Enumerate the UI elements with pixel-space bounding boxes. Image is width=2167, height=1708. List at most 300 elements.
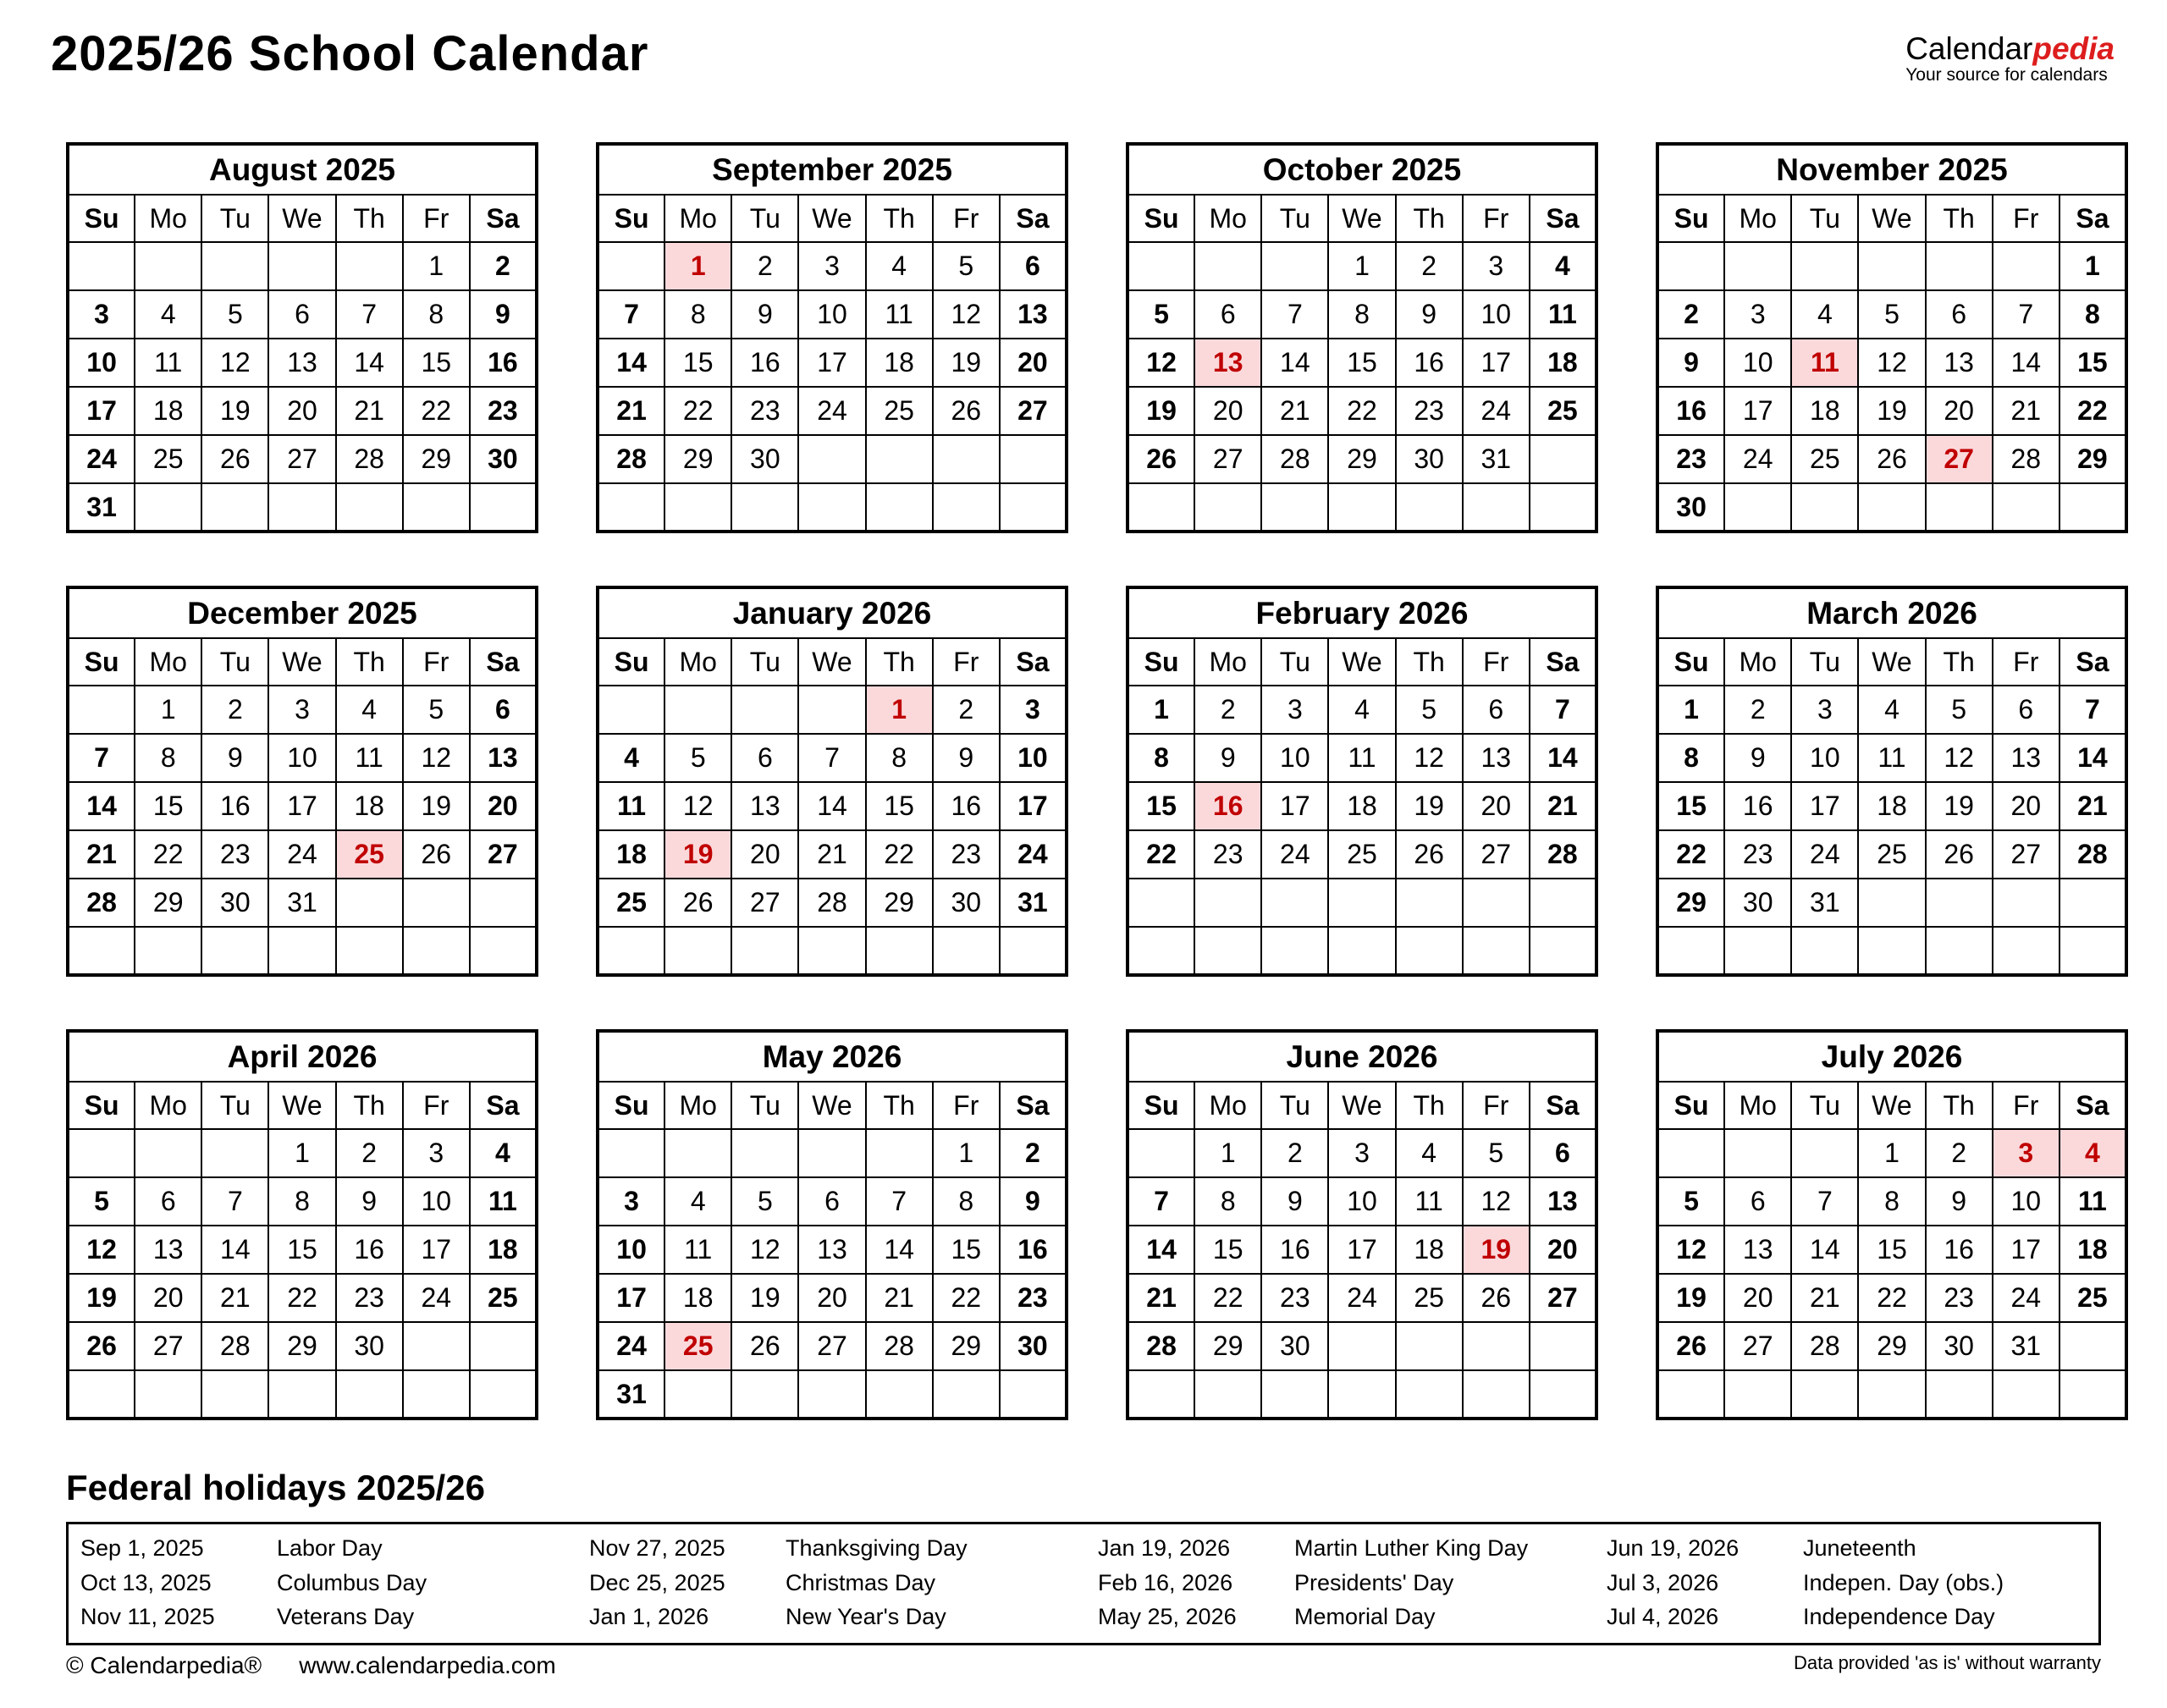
date-cell bbox=[1396, 483, 1463, 532]
date-cell bbox=[68, 1129, 135, 1177]
date-cell: 29 bbox=[135, 879, 201, 927]
date-cell bbox=[201, 927, 268, 975]
date-cell: 2 bbox=[336, 1129, 403, 1177]
date-cell: 15 bbox=[1657, 782, 1724, 830]
federal-holidays-table bbox=[66, 1522, 2101, 1645]
date-cell: 25 bbox=[1530, 387, 1596, 435]
date-cell: 15 bbox=[268, 1226, 335, 1274]
month-title: May 2026 bbox=[598, 1031, 1067, 1082]
date-cell bbox=[1261, 927, 1328, 975]
date-cell: 4 bbox=[866, 242, 933, 290]
date-cell: 1 bbox=[403, 242, 470, 290]
date-cell: 7 bbox=[798, 734, 865, 782]
date-cell: 4 bbox=[1396, 1129, 1463, 1177]
date-cell: 26 bbox=[1657, 1322, 1724, 1370]
date-cell bbox=[1724, 483, 1791, 532]
date-cell: 6 bbox=[1926, 290, 1993, 339]
week-row bbox=[1128, 782, 1596, 830]
date-cell: 25 bbox=[1328, 830, 1395, 879]
date-cell: 21 bbox=[1791, 1274, 1858, 1322]
holiday-name: Martin Luther King Day bbox=[1294, 1535, 1529, 1561]
date-cell: 11 bbox=[598, 782, 664, 830]
date-cell: 25 bbox=[135, 435, 201, 483]
date-cell: 9 bbox=[336, 1177, 403, 1226]
date-cell: 18 bbox=[664, 1274, 731, 1322]
date-cell: 20 bbox=[1530, 1226, 1596, 1274]
date-cell bbox=[1657, 927, 1724, 975]
week-row bbox=[68, 1226, 537, 1274]
date-cell: 12 bbox=[1858, 339, 1925, 387]
date-cell: 3 bbox=[1791, 686, 1858, 734]
date-cell: 27 bbox=[1926, 435, 1993, 483]
date-cell: 29 bbox=[933, 1322, 1000, 1370]
date-cell bbox=[1724, 1129, 1791, 1177]
date-cell: 19 bbox=[1858, 387, 1925, 435]
date-cell: 24 bbox=[1724, 435, 1791, 483]
day-header-row bbox=[1657, 638, 2126, 686]
date-cell bbox=[866, 435, 933, 483]
date-cell bbox=[2059, 927, 2126, 975]
day-header: Fr bbox=[1463, 638, 1530, 686]
date-cell: 3 bbox=[68, 290, 135, 339]
day-header: We bbox=[1328, 1082, 1395, 1129]
date-cell: 24 bbox=[403, 1274, 470, 1322]
date-cell: 23 bbox=[1396, 387, 1463, 435]
day-header: Fr bbox=[403, 195, 470, 242]
holiday-date: Jul 4, 2026 bbox=[1607, 1604, 1719, 1629]
date-cell bbox=[798, 1129, 865, 1177]
day-header: We bbox=[798, 1082, 865, 1129]
day-header: Fr bbox=[1993, 1082, 2059, 1129]
date-cell: 19 bbox=[933, 339, 1000, 387]
date-cell: 7 bbox=[1530, 686, 1596, 734]
month-calendar bbox=[66, 142, 538, 533]
date-cell: 31 bbox=[268, 879, 335, 927]
date-cell: 19 bbox=[1657, 1274, 1724, 1322]
day-header: We bbox=[798, 638, 865, 686]
date-cell: 4 bbox=[1530, 242, 1596, 290]
week-row bbox=[598, 483, 1067, 532]
date-cell: 6 bbox=[731, 734, 798, 782]
date-cell: 25 bbox=[1791, 435, 1858, 483]
date-cell: 8 bbox=[1194, 1177, 1261, 1226]
date-cell: 28 bbox=[1993, 435, 2059, 483]
date-cell bbox=[1926, 879, 1993, 927]
date-cell: 21 bbox=[336, 387, 403, 435]
date-cell: 29 bbox=[403, 435, 470, 483]
date-cell: 25 bbox=[1858, 830, 1925, 879]
date-cell bbox=[1791, 242, 1858, 290]
week-row bbox=[598, 290, 1067, 339]
date-cell bbox=[731, 483, 798, 532]
date-cell bbox=[664, 1370, 731, 1419]
date-cell bbox=[664, 686, 731, 734]
date-cell bbox=[1194, 1370, 1261, 1419]
date-cell: 7 bbox=[2059, 686, 2126, 734]
date-cell: 16 bbox=[201, 782, 268, 830]
date-cell: 24 bbox=[1463, 387, 1530, 435]
date-cell bbox=[1530, 435, 1596, 483]
day-header: Tu bbox=[731, 638, 798, 686]
date-cell bbox=[1993, 1370, 2059, 1419]
day-header: Tu bbox=[1261, 638, 1328, 686]
day-header: Su bbox=[68, 195, 135, 242]
week-row bbox=[1128, 1129, 1596, 1177]
day-header: Fr bbox=[403, 638, 470, 686]
date-cell: 8 bbox=[1657, 734, 1724, 782]
week-row bbox=[1657, 483, 2126, 532]
date-cell bbox=[1128, 879, 1194, 927]
day-header: Su bbox=[68, 638, 135, 686]
date-cell bbox=[933, 1370, 1000, 1419]
date-cell: 14 bbox=[68, 782, 135, 830]
week-row bbox=[1657, 734, 2126, 782]
date-cell bbox=[731, 1129, 798, 1177]
date-cell: 30 bbox=[1396, 435, 1463, 483]
date-cell: 13 bbox=[470, 734, 537, 782]
month-calendar bbox=[1126, 1029, 1598, 1420]
date-cell bbox=[933, 927, 1000, 975]
date-cell: 12 bbox=[68, 1226, 135, 1274]
week-row bbox=[598, 242, 1067, 290]
date-cell: 18 bbox=[336, 782, 403, 830]
date-cell bbox=[1261, 242, 1328, 290]
date-cell: 19 bbox=[1463, 1226, 1530, 1274]
date-cell: 28 bbox=[336, 435, 403, 483]
day-header: Su bbox=[1657, 1082, 1724, 1129]
month-calendar bbox=[596, 586, 1068, 977]
day-header: Fr bbox=[1993, 638, 2059, 686]
week-row bbox=[1128, 1226, 1596, 1274]
date-cell: 24 bbox=[798, 387, 865, 435]
date-cell: 9 bbox=[731, 290, 798, 339]
date-cell: 24 bbox=[1261, 830, 1328, 879]
week-row bbox=[1657, 1370, 2126, 1419]
website-text: www.calendarpedia.com bbox=[299, 1651, 556, 1678]
day-header: Tu bbox=[1261, 195, 1328, 242]
holiday-date: Jul 3, 2026 bbox=[1607, 1569, 1719, 1595]
date-cell: 6 bbox=[470, 686, 537, 734]
week-row bbox=[68, 927, 537, 975]
day-header: We bbox=[268, 1082, 335, 1129]
day-header: Tu bbox=[731, 195, 798, 242]
date-cell bbox=[598, 242, 664, 290]
date-cell: 5 bbox=[68, 1177, 135, 1226]
date-cell: 15 bbox=[2059, 339, 2126, 387]
day-header: Sa bbox=[1000, 638, 1067, 686]
date-cell: 9 bbox=[1194, 734, 1261, 782]
date-cell bbox=[1463, 927, 1530, 975]
date-cell bbox=[68, 242, 135, 290]
date-cell: 23 bbox=[731, 387, 798, 435]
date-cell bbox=[1000, 1370, 1067, 1419]
date-cell bbox=[1000, 435, 1067, 483]
disclaimer-text: Data provided 'as is' without warranty bbox=[1793, 1651, 2101, 1673]
date-cell bbox=[1993, 879, 2059, 927]
date-cell: 13 bbox=[268, 339, 335, 387]
date-cell bbox=[1858, 1370, 1925, 1419]
day-header: We bbox=[268, 638, 335, 686]
day-header: Su bbox=[598, 638, 664, 686]
date-cell: 4 bbox=[1858, 686, 1925, 734]
day-header: Tu bbox=[201, 1082, 268, 1129]
date-cell: 11 bbox=[1858, 734, 1925, 782]
date-cell bbox=[1530, 927, 1596, 975]
date-cell bbox=[2059, 483, 2126, 532]
holiday-date: Feb 16, 2026 bbox=[1098, 1569, 1233, 1595]
day-header: Mo bbox=[1194, 1082, 1261, 1129]
date-cell: 12 bbox=[731, 1226, 798, 1274]
day-header-row bbox=[1128, 1082, 1596, 1129]
day-header-row bbox=[598, 638, 1067, 686]
date-cell: 15 bbox=[1858, 1226, 1925, 1274]
date-cell: 29 bbox=[1858, 1322, 1925, 1370]
month-title: March 2026 bbox=[1657, 587, 2126, 638]
day-header: Sa bbox=[2059, 195, 2126, 242]
month-calendar bbox=[1126, 586, 1598, 977]
week-row bbox=[598, 1274, 1067, 1322]
day-header: Tu bbox=[731, 1082, 798, 1129]
date-cell: 27 bbox=[731, 879, 798, 927]
date-cell: 20 bbox=[1194, 387, 1261, 435]
holiday-date: May 25, 2026 bbox=[1098, 1604, 1237, 1629]
day-header: Mo bbox=[1724, 638, 1791, 686]
date-cell: 17 bbox=[1791, 782, 1858, 830]
date-cell: 29 bbox=[1194, 1322, 1261, 1370]
date-cell: 4 bbox=[135, 290, 201, 339]
date-cell bbox=[470, 879, 537, 927]
week-row bbox=[1657, 290, 2126, 339]
date-cell: 19 bbox=[403, 782, 470, 830]
date-cell: 17 bbox=[1000, 782, 1067, 830]
day-header: Su bbox=[598, 195, 664, 242]
date-cell: 10 bbox=[1328, 1177, 1395, 1226]
date-cell bbox=[664, 927, 731, 975]
date-cell: 16 bbox=[1657, 387, 1724, 435]
day-header: Th bbox=[866, 638, 933, 686]
date-cell: 16 bbox=[470, 339, 537, 387]
date-cell: 16 bbox=[1261, 1226, 1328, 1274]
day-header: Sa bbox=[2059, 1082, 2126, 1129]
date-cell: 20 bbox=[135, 1274, 201, 1322]
date-cell: 11 bbox=[1396, 1177, 1463, 1226]
date-cell: 14 bbox=[798, 782, 865, 830]
date-cell: 23 bbox=[933, 830, 1000, 879]
date-cell bbox=[135, 1370, 201, 1419]
date-cell: 14 bbox=[1261, 339, 1328, 387]
week-row bbox=[1657, 830, 2126, 879]
week-row bbox=[598, 830, 1067, 879]
date-cell: 27 bbox=[470, 830, 537, 879]
date-cell: 11 bbox=[664, 1226, 731, 1274]
page-title: 2025/26 School Calendar bbox=[51, 26, 649, 81]
date-cell: 16 bbox=[1396, 339, 1463, 387]
week-row bbox=[1128, 339, 1596, 387]
week-row bbox=[1128, 1322, 1596, 1370]
day-header: Fr bbox=[1463, 195, 1530, 242]
date-cell bbox=[268, 483, 335, 532]
date-cell: 1 bbox=[1128, 686, 1194, 734]
date-cell: 27 bbox=[1724, 1322, 1791, 1370]
date-cell: 18 bbox=[1328, 782, 1395, 830]
date-cell: 18 bbox=[135, 387, 201, 435]
month-title: June 2026 bbox=[1128, 1031, 1596, 1082]
date-cell bbox=[1724, 242, 1791, 290]
date-cell: 22 bbox=[1194, 1274, 1261, 1322]
date-cell: 2 bbox=[1261, 1129, 1328, 1177]
date-cell bbox=[336, 242, 403, 290]
date-cell: 6 bbox=[1194, 290, 1261, 339]
date-cell bbox=[336, 483, 403, 532]
week-row bbox=[1657, 242, 2126, 290]
date-cell bbox=[470, 1322, 537, 1370]
date-cell: 8 bbox=[268, 1177, 335, 1226]
date-cell: 25 bbox=[1396, 1274, 1463, 1322]
date-cell: 7 bbox=[1791, 1177, 1858, 1226]
date-cell: 17 bbox=[798, 339, 865, 387]
date-cell bbox=[2059, 1322, 2126, 1370]
week-row bbox=[1657, 1226, 2126, 1274]
date-cell: 20 bbox=[268, 387, 335, 435]
date-cell: 3 bbox=[403, 1129, 470, 1177]
date-cell: 30 bbox=[933, 879, 1000, 927]
week-row bbox=[1128, 290, 1596, 339]
date-cell: 17 bbox=[1261, 782, 1328, 830]
date-cell bbox=[866, 927, 933, 975]
date-cell: 24 bbox=[1328, 1274, 1395, 1322]
week-row bbox=[598, 686, 1067, 734]
date-cell bbox=[201, 242, 268, 290]
date-cell bbox=[1194, 879, 1261, 927]
date-cell: 16 bbox=[336, 1226, 403, 1274]
date-cell: 12 bbox=[1657, 1226, 1724, 1274]
date-cell: 7 bbox=[68, 734, 135, 782]
day-header: Tu bbox=[201, 638, 268, 686]
date-cell: 1 bbox=[1328, 242, 1395, 290]
date-cell bbox=[68, 1370, 135, 1419]
date-cell bbox=[1328, 927, 1395, 975]
date-cell: 9 bbox=[1926, 1177, 1993, 1226]
federal-holidays-heading: Federal holidays 2025/26 bbox=[66, 1468, 485, 1507]
date-cell: 28 bbox=[798, 879, 865, 927]
date-cell bbox=[2059, 879, 2126, 927]
day-header: Th bbox=[1926, 195, 1993, 242]
date-cell: 20 bbox=[1000, 339, 1067, 387]
holiday-name: Labor Day bbox=[277, 1535, 383, 1561]
week-row bbox=[1657, 387, 2126, 435]
date-cell: 22 bbox=[268, 1274, 335, 1322]
day-header: Mo bbox=[1194, 638, 1261, 686]
holiday-date: Oct 13, 2025 bbox=[80, 1569, 212, 1595]
date-cell bbox=[1000, 927, 1067, 975]
date-cell: 21 bbox=[1530, 782, 1596, 830]
copyright-line bbox=[66, 1652, 556, 1679]
day-header: Tu bbox=[1791, 1082, 1858, 1129]
date-cell bbox=[1261, 879, 1328, 927]
month-title: August 2025 bbox=[68, 144, 537, 195]
month-calendar bbox=[596, 142, 1068, 533]
date-cell bbox=[135, 1129, 201, 1177]
date-cell bbox=[1128, 1129, 1194, 1177]
date-cell: 16 bbox=[1000, 1226, 1067, 1274]
date-cell: 30 bbox=[201, 879, 268, 927]
week-row bbox=[1128, 686, 1596, 734]
day-header-row bbox=[1128, 195, 1596, 242]
date-cell: 6 bbox=[1724, 1177, 1791, 1226]
date-cell: 22 bbox=[403, 387, 470, 435]
date-cell: 12 bbox=[1463, 1177, 1530, 1226]
date-cell: 28 bbox=[68, 879, 135, 927]
date-cell bbox=[1128, 927, 1194, 975]
date-cell: 2 bbox=[201, 686, 268, 734]
date-cell bbox=[1463, 483, 1530, 532]
date-cell: 11 bbox=[470, 1177, 537, 1226]
date-cell: 9 bbox=[933, 734, 1000, 782]
day-header: Sa bbox=[1530, 1082, 1596, 1129]
date-cell bbox=[1530, 1322, 1596, 1370]
date-cell: 21 bbox=[866, 1274, 933, 1322]
date-cell: 13 bbox=[1194, 339, 1261, 387]
week-row bbox=[1657, 686, 2126, 734]
date-cell: 24 bbox=[1993, 1274, 2059, 1322]
day-header: Mo bbox=[1724, 1082, 1791, 1129]
week-row bbox=[68, 387, 537, 435]
day-header-row bbox=[598, 1082, 1067, 1129]
day-header-row bbox=[68, 1082, 537, 1129]
date-cell: 19 bbox=[1396, 782, 1463, 830]
date-cell: 2 bbox=[1657, 290, 1724, 339]
week-row bbox=[68, 290, 537, 339]
date-cell bbox=[201, 1129, 268, 1177]
date-cell bbox=[1463, 1370, 1530, 1419]
day-header: Sa bbox=[470, 195, 537, 242]
date-cell: 8 bbox=[866, 734, 933, 782]
date-cell: 14 bbox=[201, 1226, 268, 1274]
date-cell: 26 bbox=[1128, 435, 1194, 483]
date-cell: 11 bbox=[2059, 1177, 2126, 1226]
logo-wordmark bbox=[1905, 32, 2115, 66]
date-cell: 3 bbox=[1000, 686, 1067, 734]
date-cell bbox=[403, 1370, 470, 1419]
holiday-name: Columbus Day bbox=[277, 1569, 427, 1595]
date-cell: 2 bbox=[731, 242, 798, 290]
date-cell: 18 bbox=[866, 339, 933, 387]
day-header: Th bbox=[866, 1082, 933, 1129]
week-row bbox=[1128, 830, 1596, 879]
date-cell bbox=[135, 483, 201, 532]
month-title: December 2025 bbox=[68, 587, 537, 638]
date-cell: 30 bbox=[1000, 1322, 1067, 1370]
date-cell: 15 bbox=[403, 339, 470, 387]
date-cell: 26 bbox=[1926, 830, 1993, 879]
date-cell bbox=[1396, 879, 1463, 927]
holiday-name: Memorial Day bbox=[1294, 1604, 1436, 1629]
day-header: Fr bbox=[403, 1082, 470, 1129]
week-row bbox=[598, 1177, 1067, 1226]
date-cell: 24 bbox=[68, 435, 135, 483]
date-cell: 27 bbox=[268, 435, 335, 483]
date-cell: 10 bbox=[1724, 339, 1791, 387]
date-cell bbox=[1328, 879, 1395, 927]
date-cell: 4 bbox=[1791, 290, 1858, 339]
week-row bbox=[1128, 734, 1596, 782]
date-cell: 1 bbox=[1194, 1129, 1261, 1177]
date-cell: 18 bbox=[1858, 782, 1925, 830]
month-title: October 2025 bbox=[1128, 144, 1596, 195]
date-cell: 20 bbox=[1926, 387, 1993, 435]
logo-brand-red: pedia bbox=[2032, 31, 2115, 66]
date-cell bbox=[403, 927, 470, 975]
